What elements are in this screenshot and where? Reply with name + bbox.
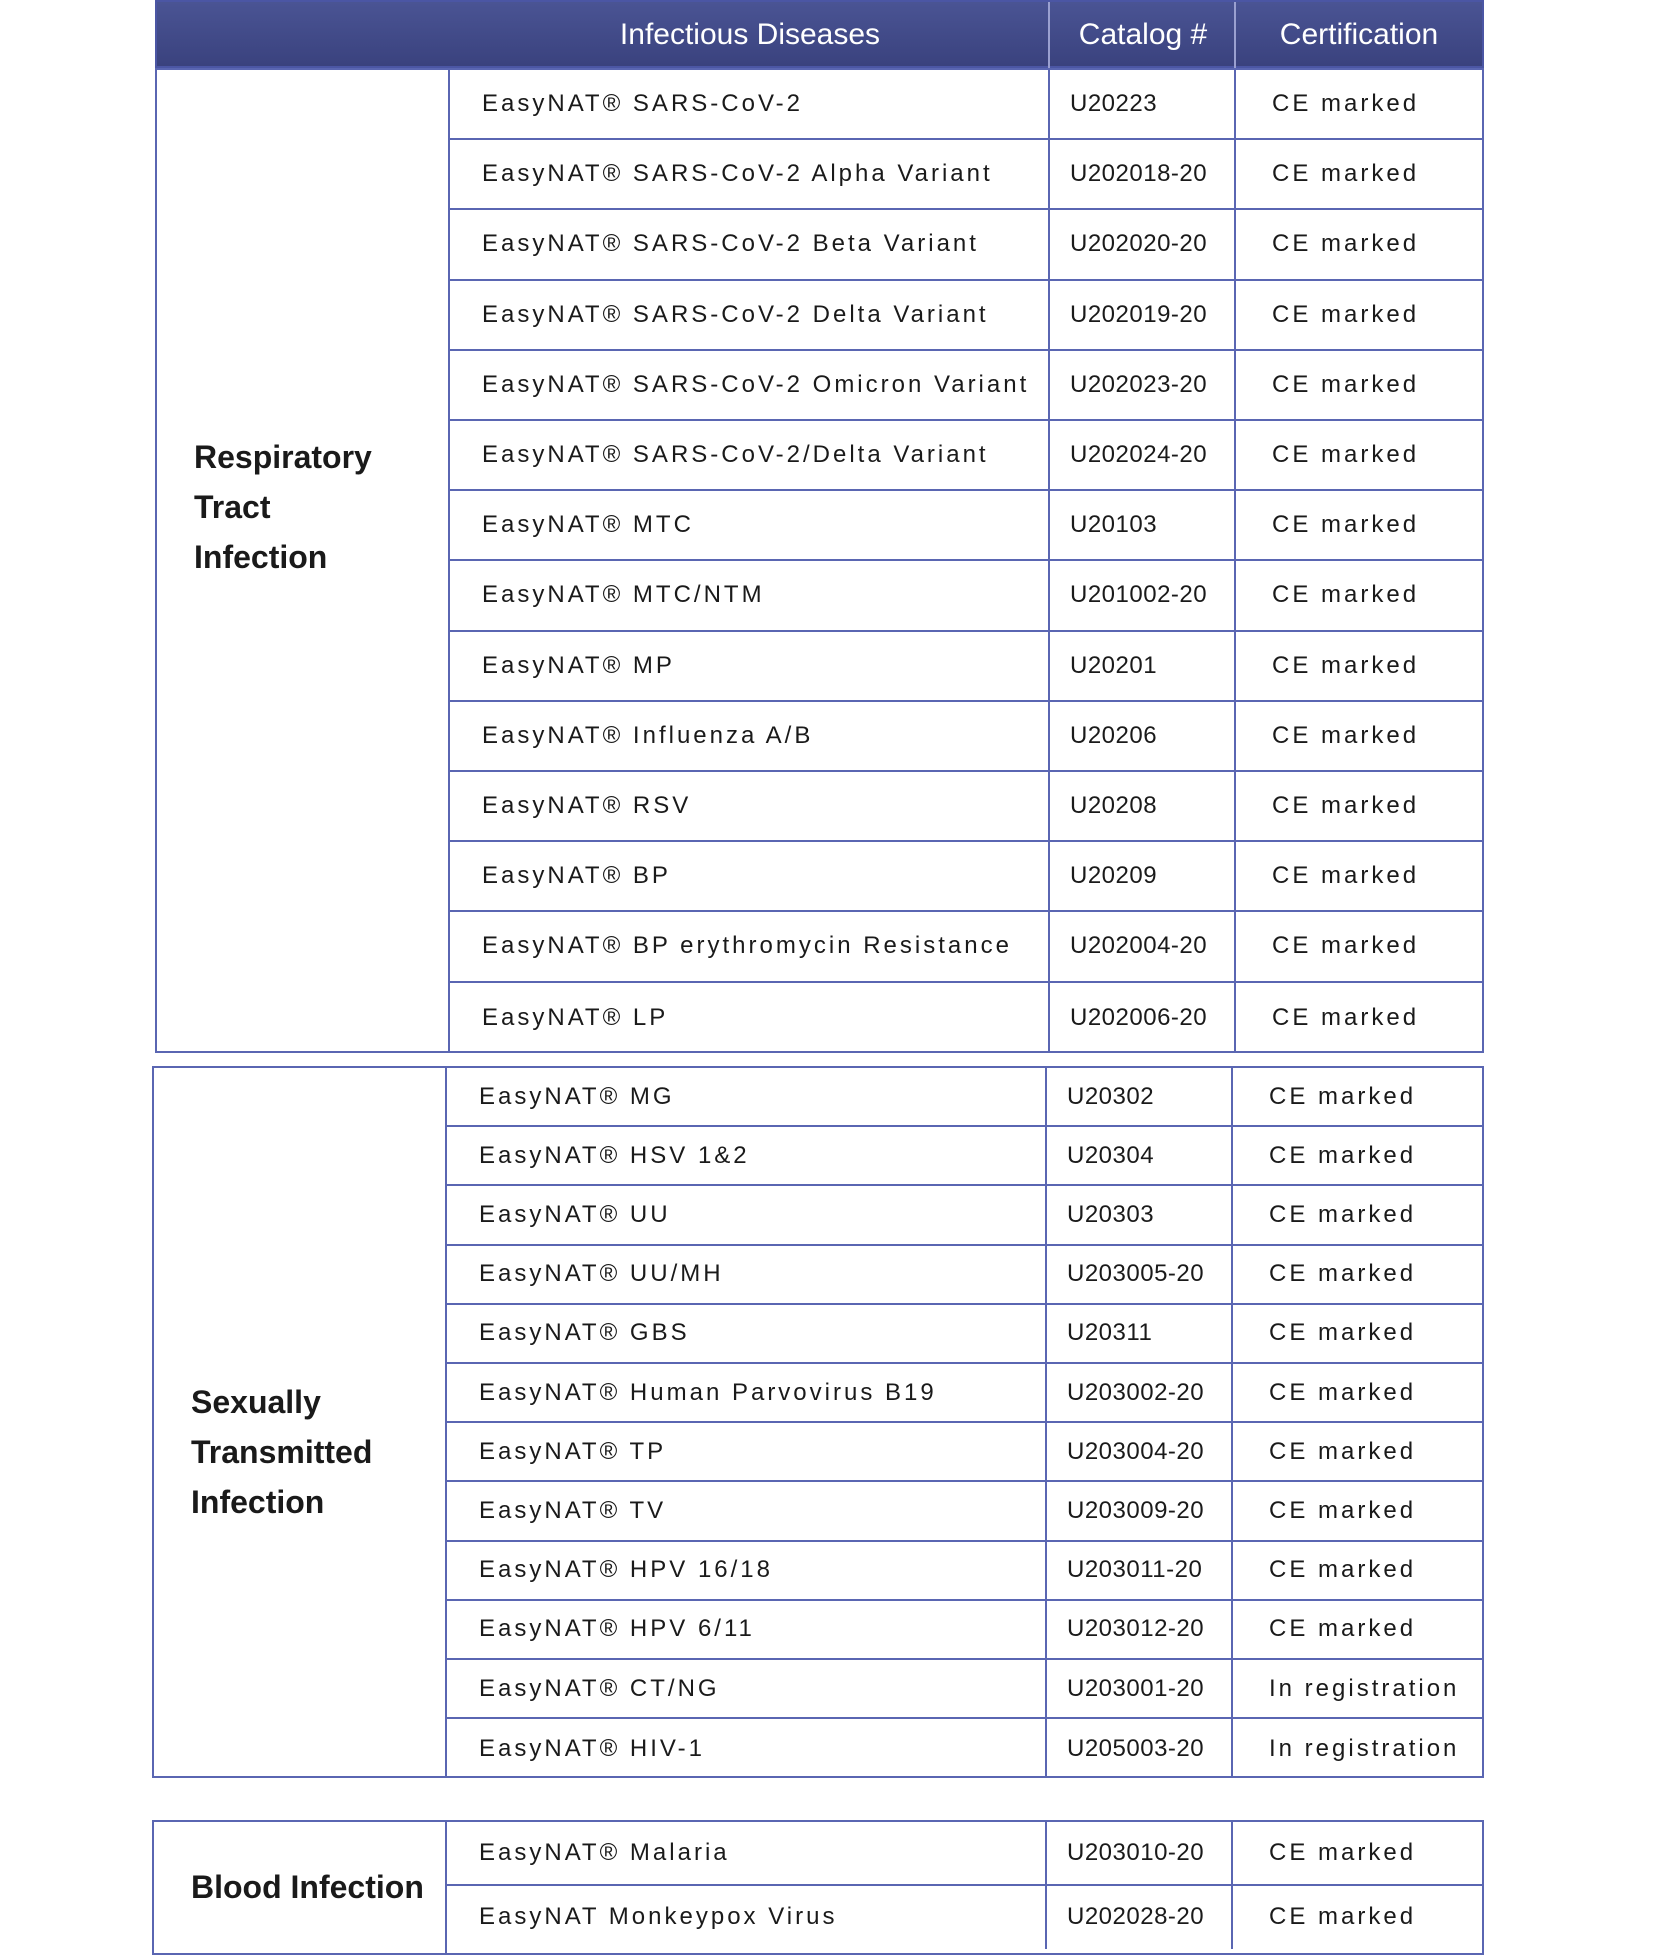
- certification-status: CE marked: [1269, 1378, 1417, 1406]
- certification-status: CE marked: [1269, 1260, 1417, 1288]
- header-infectious-diseases: Infectious Diseases: [619, 18, 881, 51]
- catalog-number: U20208: [1050, 772, 1236, 840]
- table-row: [450, 210, 1482, 280]
- product-name: EasyNAT Monkeypox Virus: [447, 1886, 1047, 1950]
- product-name: EasyNAT® MTC: [450, 491, 1050, 559]
- category-label: Respiratory Tract Infection: [194, 439, 372, 575]
- catalog-number: U203005-20: [1047, 1246, 1233, 1303]
- table-row: [447, 1305, 1482, 1364]
- catalog-number: U203001-20: [1047, 1660, 1233, 1717]
- table-row: [450, 702, 1482, 772]
- product-name: EasyNAT® Human Parvovirus B19: [447, 1364, 1047, 1421]
- catalog-number: U202019-20: [1050, 281, 1236, 349]
- table-row: [450, 140, 1482, 210]
- certification-status: CE marked: [1269, 1615, 1417, 1643]
- certification-status: In registration: [1269, 1734, 1460, 1762]
- product-rows: [450, 70, 1482, 1051]
- catalog-number: U203009-20: [1047, 1482, 1233, 1539]
- product-name: EasyNAT® SARS-CoV-2/Delta Variant: [450, 421, 1050, 489]
- catalog-number: U202024-20: [1050, 421, 1236, 489]
- category-label: Sexually Transmitted Infection: [191, 1384, 373, 1520]
- table-row: [450, 70, 1482, 140]
- certification-status: CE marked: [1269, 1838, 1417, 1866]
- product-name: EasyNAT® MTC/NTM: [450, 561, 1050, 629]
- catalog-number: U202020-20: [1050, 210, 1236, 278]
- catalog-number: U203011-20: [1047, 1542, 1233, 1599]
- certification-status: CE marked: [1272, 230, 1420, 258]
- certification-status: CE marked: [1272, 300, 1420, 328]
- catalog-number: U20201: [1050, 632, 1236, 700]
- catalog-number: U20223: [1050, 70, 1236, 138]
- certification-status: CE marked: [1272, 721, 1420, 749]
- product-name: EasyNAT® HSV 1&2: [447, 1127, 1047, 1184]
- product-name: EasyNAT® SARS-CoV-2 Alpha Variant: [450, 140, 1050, 208]
- certification-status: CE marked: [1272, 792, 1420, 820]
- table-row: [450, 912, 1482, 982]
- certification-status: CE marked: [1272, 932, 1420, 960]
- product-name: EasyNAT® RSV: [450, 772, 1050, 840]
- product-name: EasyNAT® SARS-CoV-2 Delta Variant: [450, 281, 1050, 349]
- catalog-number: U202004-20: [1050, 912, 1236, 980]
- table-row: [450, 351, 1482, 421]
- table-row: [447, 1423, 1482, 1482]
- product-name: EasyNAT® TP: [447, 1423, 1047, 1480]
- product-name: EasyNAT® SARS-CoV-2 Omicron Variant: [450, 351, 1050, 419]
- certification-status: CE marked: [1272, 581, 1420, 609]
- product-name: EasyNAT® MP: [450, 632, 1050, 700]
- table-row: [447, 1719, 1482, 1778]
- table-row: [450, 421, 1482, 491]
- catalog-number: U202006-20: [1050, 983, 1236, 1053]
- table-row: [447, 1886, 1482, 1950]
- category-group: [152, 1066, 1484, 1778]
- certification-status: CE marked: [1272, 862, 1420, 890]
- certification-status: CE marked: [1272, 370, 1420, 398]
- table-row: [447, 1186, 1482, 1245]
- certification-status: CE marked: [1269, 1319, 1417, 1347]
- catalog-number: U203004-20: [1047, 1423, 1233, 1480]
- product-name: EasyNAT® HPV 6/11: [447, 1601, 1047, 1658]
- table-row: [447, 1364, 1482, 1423]
- catalog-number: U20311: [1047, 1305, 1233, 1362]
- product-name: EasyNAT® BP: [450, 842, 1050, 910]
- product-rows: [447, 1068, 1482, 1776]
- catalog-number: U20302: [1047, 1068, 1233, 1125]
- certification-status: CE marked: [1272, 441, 1420, 469]
- certification-status: CE marked: [1269, 1082, 1417, 1110]
- certification-status: CE marked: [1269, 1437, 1417, 1465]
- catalog-number: U20206: [1050, 702, 1236, 770]
- table-header: [155, 0, 1484, 68]
- certification-status: CE marked: [1272, 651, 1420, 679]
- table-row: [450, 632, 1482, 702]
- table-row: [450, 561, 1482, 631]
- category-cell: [154, 1822, 447, 1953]
- catalog-number: U203012-20: [1047, 1601, 1233, 1658]
- catalog-number: U203010-20: [1047, 1822, 1233, 1884]
- product-name: EasyNAT® Malaria: [447, 1822, 1047, 1884]
- category-label: Blood Infection: [191, 1869, 424, 1905]
- category-group: [155, 68, 1484, 1053]
- table-row: [450, 772, 1482, 842]
- product-name: EasyNAT® CT/NG: [447, 1660, 1047, 1717]
- catalog-number: U202018-20: [1050, 140, 1236, 208]
- header-catalog: Catalog #: [1078, 18, 1208, 51]
- certification-status: In registration: [1269, 1674, 1460, 1702]
- table-row: [447, 1246, 1482, 1305]
- certification-status: CE marked: [1269, 1496, 1417, 1524]
- table-row: [447, 1601, 1482, 1660]
- table-row: [447, 1482, 1482, 1541]
- product-name: EasyNAT® TV: [447, 1482, 1047, 1539]
- product-name: EasyNAT® UU: [447, 1186, 1047, 1243]
- product-name: EasyNAT® MG: [447, 1068, 1047, 1125]
- product-name: EasyNAT® LP: [450, 983, 1050, 1053]
- table-row: [450, 491, 1482, 561]
- table-row: [447, 1068, 1482, 1127]
- product-name: EasyNAT® Influenza A/B: [450, 702, 1050, 770]
- table-row: [447, 1822, 1482, 1886]
- table-row: [450, 281, 1482, 351]
- certification-status: CE marked: [1269, 1200, 1417, 1228]
- header-certification: Certification: [1279, 18, 1439, 51]
- product-name: EasyNAT® BP erythromycin Resistance: [450, 912, 1050, 980]
- product-name: EasyNAT® HIV-1: [447, 1719, 1047, 1778]
- catalog-number: U202023-20: [1050, 351, 1236, 419]
- catalog-number: U201002-20: [1050, 561, 1236, 629]
- certification-status: CE marked: [1269, 1556, 1417, 1584]
- product-name: EasyNAT® SARS-CoV-2 Beta Variant: [450, 210, 1050, 278]
- certification-status: CE marked: [1272, 90, 1420, 118]
- table-row: [450, 983, 1482, 1053]
- product-rows: [447, 1822, 1482, 1953]
- catalog-number: U20209: [1050, 842, 1236, 910]
- product-name: EasyNAT® GBS: [447, 1305, 1047, 1362]
- category-cell: [154, 1068, 447, 1776]
- product-name: EasyNAT® SARS-CoV-2: [450, 70, 1050, 138]
- certification-status: CE marked: [1272, 511, 1420, 539]
- table-row: [450, 842, 1482, 912]
- certification-status: CE marked: [1269, 1903, 1417, 1931]
- product-name: EasyNAT® UU/MH: [447, 1246, 1047, 1303]
- certification-status: CE marked: [1272, 1003, 1420, 1031]
- catalog-number: U20103: [1050, 491, 1236, 559]
- category-group: [152, 1820, 1484, 1955]
- product-name: EasyNAT® HPV 16/18: [447, 1542, 1047, 1599]
- table-row: [447, 1542, 1482, 1601]
- catalog-number: U20303: [1047, 1186, 1233, 1243]
- certification-status: CE marked: [1269, 1141, 1417, 1169]
- category-cell: [157, 70, 450, 1051]
- catalog-number: U202028-20: [1047, 1886, 1233, 1950]
- table-row: [447, 1127, 1482, 1186]
- certification-status: CE marked: [1272, 160, 1420, 188]
- catalog-number: U20304: [1047, 1127, 1233, 1184]
- catalog-number: U205003-20: [1047, 1719, 1233, 1778]
- catalog-number: U203002-20: [1047, 1364, 1233, 1421]
- table-row: [447, 1660, 1482, 1719]
